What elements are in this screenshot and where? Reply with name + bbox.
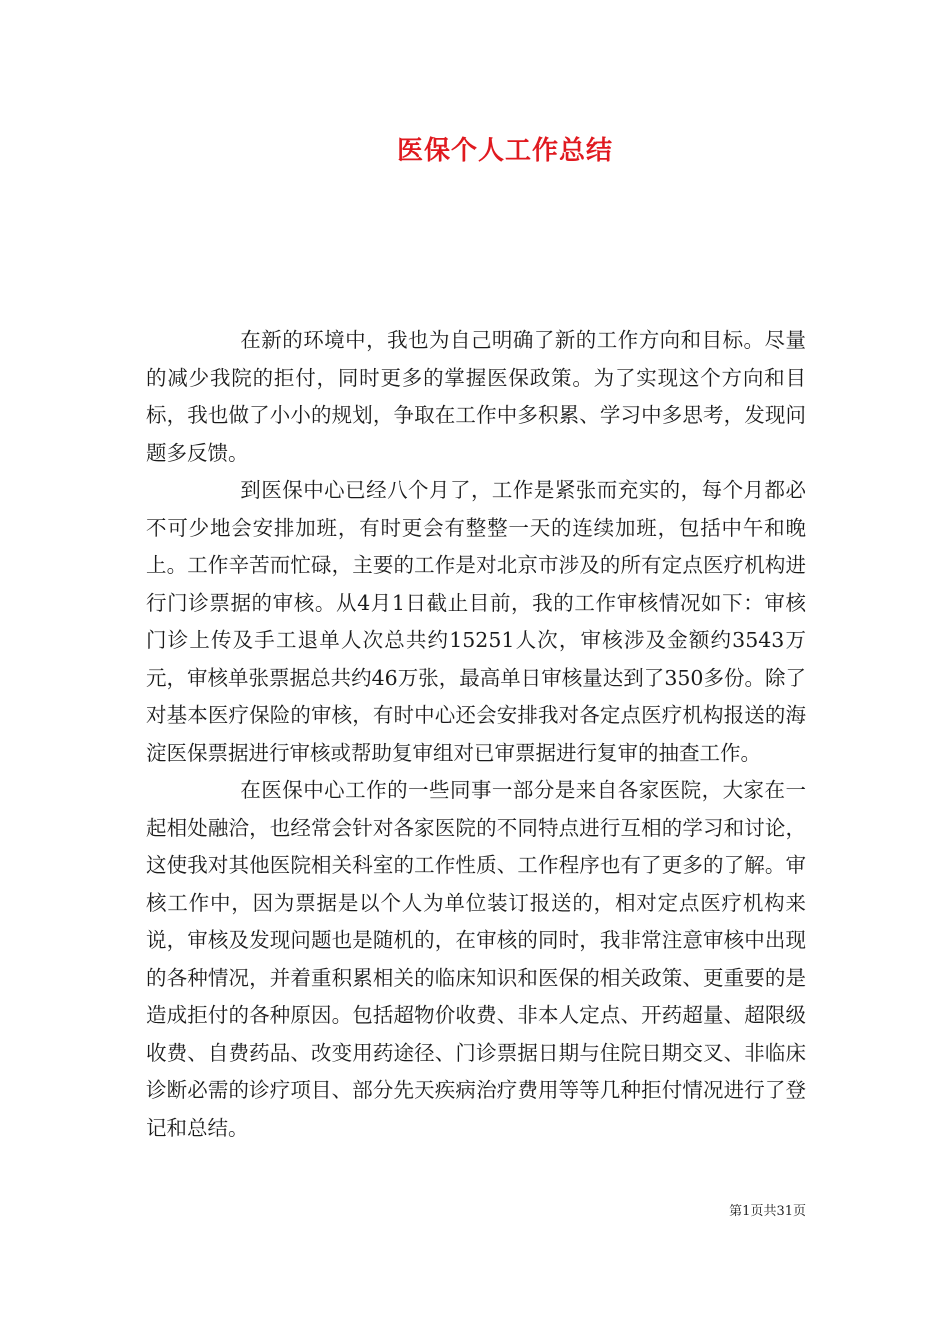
document-body	[146, 322, 806, 1147]
paragraph-2: 到医保中心已经八个月了，工作是紧张而充实的，每个月都必不可少地会安排加班，有时更会有整整一天的连续加班，包括中午和晚上。工作辛苦而忙碌，主要的工作是对北京市涉及的所有定点医疗机构进行门诊票据的审核。从4月1日截止目前，我的工作审核情况如下：审核门诊上传及手工退单人次总共约15251人次，审核涉及金额约3543万元，审核单张票据总共约46万张，最高单日审核量达到了350多份。除了对基本医疗保险的审核，有时中心还会安排我对各定点医疗机构报送的海淀医保票据进行审核或帮助复审组对已审票据进行复审的抽查工作。	[146, 478, 806, 765]
paragraph-1: 在新的环境中，我也为自己明确了新的工作方向和目标。尽量的减少我院的拒付，同时更多的掌握医保政策。为了实现这个方向和目标，我也做了小小的规划，争取在工作中多积累、学习中多思考，发现问题多反馈。	[146, 328, 806, 465]
page-number-footer: 第1页共31页	[729, 1204, 806, 1219]
paragraph-3: 在医保中心工作的一些同事一部分是来自各家医院，大家在一起相处融洽，也经常会针对各家医院的不同特点进行互相的学习和讨论，这使我对其他医院相关科室的工作性质、工作程序也有了更多的了解。审核工作中，因为票据是以个人为单位装订报送的，相对定点医疗机构来说，审核及发现问题也是随机的，在审核的同时，我非常注意审核中出现的各种情况，并着重积累相关的临床知识和医保的相关政策、更重要的是造成拒付的各种原因。包括超物价收费、非本人定点、开药超量、超限级收费、自费药品、改变用药途径、门诊票据日期与住院日期交叉、非临床诊断必需的诊疗项目、部分先天疾病治疗费用等等几种拒付情况进行了登记和总结。	[146, 778, 806, 1140]
document-title: 医保个人工作总结	[396, 136, 613, 166]
